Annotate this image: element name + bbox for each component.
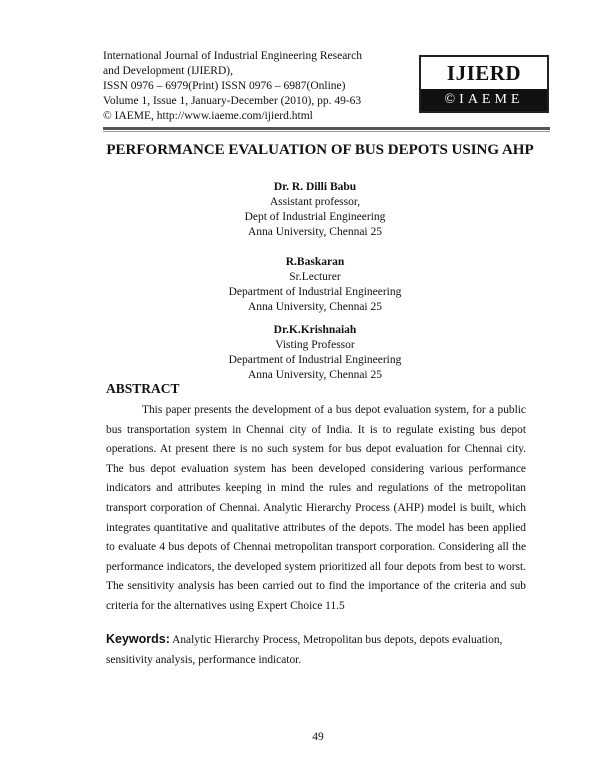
journal-info <box>103 49 413 124</box>
author-affiliation-line: Sr.Lecturer <box>289 271 341 283</box>
journal-line: © IAEME, http://www.iaeme.com/ijierd.html <box>103 110 313 122</box>
author-affiliation-line: Assistant professor, <box>269 196 361 208</box>
keywords-text: Analytic Hierarchy Process, Metropolitan bus depots, depots evaluation, sensitivity analysis, performance indicator. <box>106 634 503 666</box>
author-block-1 <box>150 180 480 240</box>
author-affiliation-line: Department of Industrial Engineering <box>228 286 402 298</box>
author-affiliation-line: Dept of Industrial Engineering <box>244 211 386 223</box>
author-name: Dr.K.Krishnaiah <box>273 324 357 336</box>
author-affiliation-line: Department of Industrial Engineering <box>228 354 402 366</box>
paper-title: PERFORMANCE EVALUATION OF BUS DEPOTS USING AHP <box>106 142 534 158</box>
journal-line: International Journal of Industrial Engineering Research <box>103 50 362 62</box>
abstract-body: This paper presents the development of a bus depot evaluation system, for a public bus transportation system in Chennai city of India. It is to regulate existing bus depot operations. At present there is no such system for bus depot evaluation for Chennai city. The bus depot evaluation system has been developed considering various performance indicators and attributes keeping in mind the rules and regulations of the metropolitan transport corporation of Chennai. Analytic Hierarchy Process (AHP) model is built, which integrates quantitative and qualitative attributes of the depots. The model has been applied to evaluate 4 bus depots of Chennai metropolitan transport corporation. Considering all the performance indicators, the developed system prioritized all four depots from best to worst. The sensitivity analysis has been carried out to find the importance of the criteria and sub criteria for the alternatives using Expert Choice 11.5 <box>106 404 526 612</box>
header-divider-thin <box>103 131 550 132</box>
keywords-label: Keywords: <box>106 632 170 646</box>
author-affiliation-line: Visting Professor <box>275 339 355 351</box>
author-affiliation-line: Anna University, Chennai 25 <box>247 369 383 381</box>
author-block-2 <box>150 255 480 315</box>
author-affiliation-line: Anna University, Chennai 25 <box>247 301 383 313</box>
journal-line: and Development (IJIERD), <box>103 65 233 77</box>
author-block-3 <box>150 323 480 383</box>
author-name: R.Baskaran <box>285 256 345 268</box>
logo-publisher: ©IAEME <box>421 89 547 111</box>
author-affiliation-line: Anna University, Chennai 25 <box>247 226 383 238</box>
journal-logo <box>419 55 549 113</box>
page-number: 49 <box>312 731 324 743</box>
author-name: Dr. R. Dilli Babu <box>273 181 357 193</box>
logo-title: IJIERD <box>446 60 522 85</box>
journal-line: Volume 1, Issue 1, January-December (2010), pp. 49-63 <box>103 95 362 107</box>
abstract-heading: ABSTRACT <box>106 381 180 396</box>
header-divider <box>103 127 550 130</box>
keywords-paragraph <box>106 629 526 670</box>
journal-line: ISSN 0976 – 6979(Print) ISSN 0976 – 6987(Online) <box>103 80 346 92</box>
